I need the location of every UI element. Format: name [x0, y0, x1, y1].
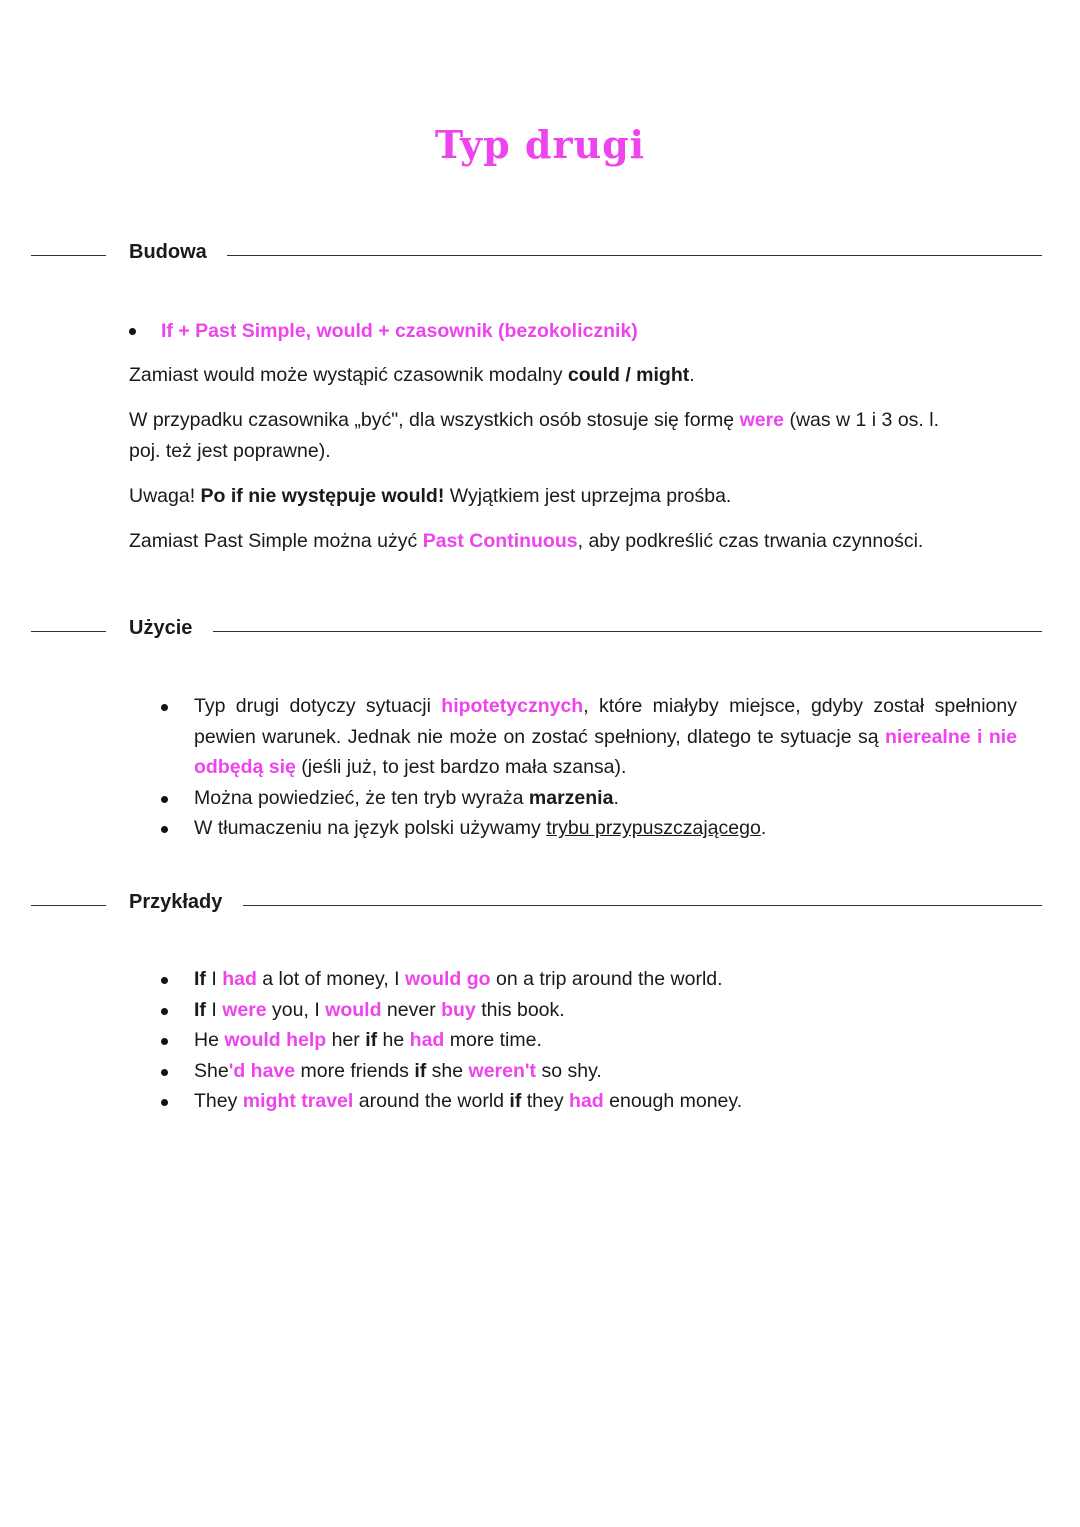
list-item: If I were you, I would never buy this book. — [194, 995, 1017, 1026]
list-item: They might travel around the world if they had enough money. — [194, 1086, 1017, 1117]
section-header-uzycie — [0, 617, 1080, 647]
list-item: He would help her if he had more time. — [194, 1025, 1017, 1056]
list-item: W tłumaczeniu na język polski używamy trybu przypuszczającego. — [194, 813, 1017, 844]
examples-list — [129, 964, 1017, 1117]
list-item: If I had a lot of money, I would go on a trip around the world. — [194, 964, 1017, 995]
page-title: Typ drugi — [434, 122, 646, 167]
bullet-icon — [129, 328, 136, 335]
divider — [227, 255, 1042, 256]
usage-list — [129, 691, 1017, 844]
divider — [213, 631, 1042, 632]
section-heading: Użycie — [129, 617, 193, 639]
list-item: Można powiedzieć, że ten tryb wyraża marzenia. — [194, 783, 1017, 814]
formula-item — [129, 318, 638, 344]
section-header-przyklady — [0, 891, 1080, 921]
divider — [31, 905, 106, 906]
formula-text: If + Past Simple, would + czasownik (bezokolicznik) — [161, 320, 638, 342]
divider — [31, 255, 106, 256]
paragraph: Uwaga! Po if nie występuje would! Wyjątkiem jest uprzejma prośba. — [129, 485, 732, 507]
paragraph: Zamiast would może wystąpić czasownik modalny could / might. — [129, 364, 695, 386]
paragraph: W przypadku czasownika „być", dla wszystkich osób stosuje się formę were (was w 1 i 3 os. l. poj. też jest poprawne). — [129, 409, 939, 462]
list-item: Typ drugi dotyczy sytuacji hipotetycznych, które miałyby miejsce, gdyby został spełniony pewien warunek. Jednak nie może on zostać spełniony, dlatego te sytuacje są nierealne i nie odbędą się (jeśli już, to jest bardzo mała szansa). — [194, 691, 1017, 783]
section-heading: Przykłady — [129, 891, 223, 913]
list-item: She'd have more friends if she weren't so shy. — [194, 1056, 1017, 1087]
section-heading: Budowa — [129, 241, 207, 263]
section-header-budowa — [0, 241, 1080, 271]
paragraph: Zamiast Past Simple można użyć Past Continuous, aby podkreślić czas trwania czynności. — [129, 530, 924, 552]
divider — [243, 905, 1042, 906]
divider — [31, 631, 106, 632]
